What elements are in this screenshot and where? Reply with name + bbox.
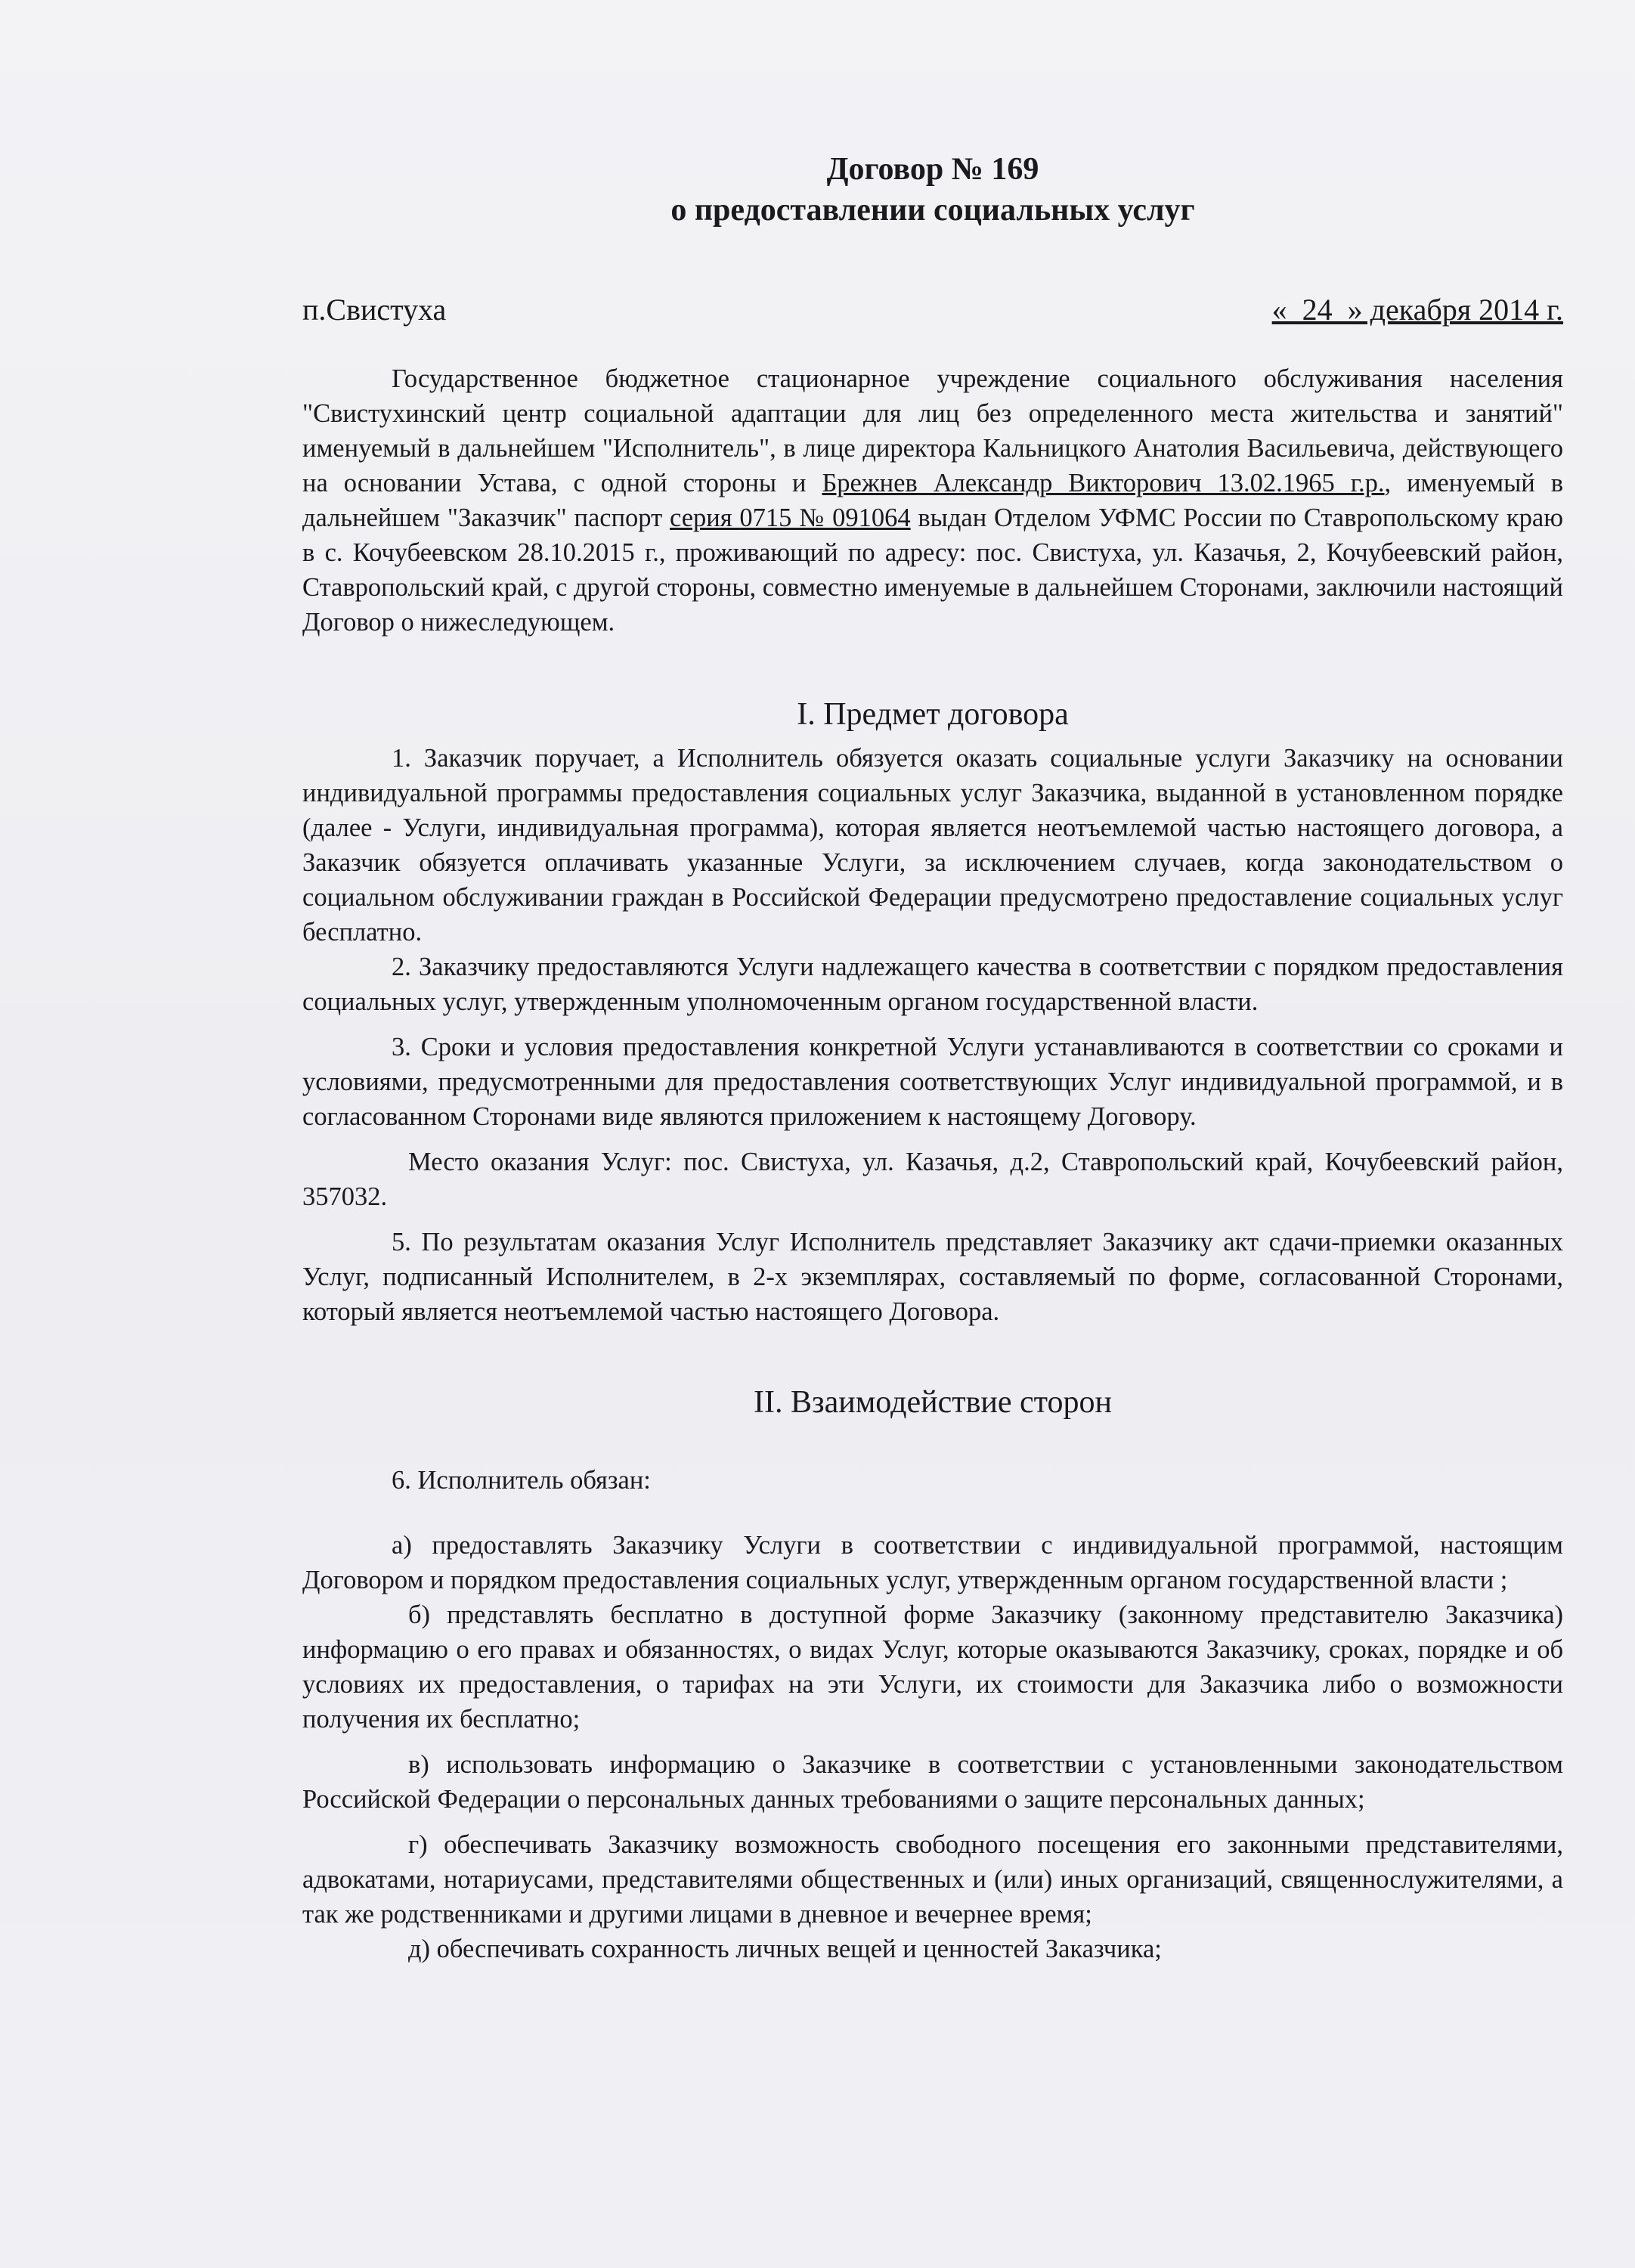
section-2-heading: II. Взаимодействие сторон <box>754 1385 1112 1420</box>
preamble-paragraph: Государственное бюджетное стационарное учреждение социального обслуживания населения "Свистухинский центр социальной адаптации для лиц без определенного места жительства и занятий" именуемый в дальнейшем "Исполнитель", в лице директора Кальницкого Анатолия Васильевича, действующего на основании Устава, с одной стороны и Брежнев Александр Викторович 13.02.1965 г.р., именуемый в дальнейшем "Заказчик" паспорт серия 0715 № 091064 выдан Отделом УФМС России по Ставропольскому краю в с. Кочубеевском 28.10.2015 г., проживающий по адресу: пос. Свистуха, ул. Казачья, 2, Кочубеевский район, Ставропольский край, с другой стороны, совместно именуемые в дальнейшем Сторонами, заключили настоящий Договор о нижеследующем. <box>302 364 1563 637</box>
contract-subtitle: о предоставлении социальных услуг <box>670 193 1195 228</box>
contract-date: « 24 » декабря 2014 г. <box>1271 293 1563 327</box>
clause-6d: д) обеспечивать сохранность личных вещей и ценностей Заказчика; <box>408 1935 1162 1963</box>
clause-6v: в) использовать информацию о Заказчике в соответствии с установленными законодательством Российской Федерации о персональных данных требованиями о защите персональных данных; <box>302 1750 1563 1814</box>
clause-1: 1. Заказчик поручает, а Исполнитель обязуется оказать социальные услуги Заказчику на основании индивидуальной программы предоставления социальных услуг Заказчика, выданной в установленном порядке (далее - Услуги, индивидуальная программа), которая является неотъемлемой частью настоящего договора, а Заказчик обязуется оплачивать указанные Услуги, за исключением случаев, когда законодательством о социальном обслуживании граждан в Российской Федерации предусмотрено предоставление социальных услуг бесплатно. <box>302 744 1563 947</box>
place: п.Свистуха <box>302 293 447 327</box>
customer-name: Брежнев Александр Викторович 13.02.1965 г.р. <box>822 469 1385 497</box>
clause-3: 3. Сроки и условия предоставления конкретной Услуги устанавливаются в соответствии со сроками и условиями, предусмотренными для предоставления соответствующих Услуг индивидуальной программой, и в согласованном Сторонами виде являются приложением к настоящему Договору. <box>302 1033 1563 1131</box>
clause-6a: а) предоставлять Заказчику Услуги в соответствии с индивидуальной программой, настоящим Договором и порядком предоставления социальных услуг, утвержденным органом государственной власти ; <box>302 1531 1563 1594</box>
clause-6g: г) обеспечивать Заказчику возможность свободного посещения его законными представителями, адвокатами, нотариусами, представителями общественных и (или) иных организаций, священнослужителями, а так же родственниками и другими лицами в дневное и вечернее время; <box>302 1830 1563 1929</box>
clause-2: 2. Заказчику предоставляются Услуги надлежащего качества в соответствии с порядком предоставления социальных услуг, утвержденным уполномоченным органом государственной власти. <box>302 953 1563 1016</box>
clause-place: Место оказания Услуг: пос. Свистуха, ул. Казачья, д.2, Ставропольский край, Кочубеевский район, 357032. <box>302 1148 1563 1211</box>
passport-number: 0715 № 091064 <box>739 503 911 532</box>
section-1-body <box>302 741 1563 1329</box>
section-1-heading: I. Предмет договора <box>797 697 1069 732</box>
section-2-body <box>302 1463 1563 1966</box>
clause-5: 5. По результатам оказания Услуг Исполнитель представляет Заказчику акт сдачи-приемки оказанных Услуг, подписанный Исполнителем, в 2-х экземплярах, составляемый по форме, согласованной Сторонами, который является неотъемлемой частью настоящего Договора. <box>302 1228 1563 1326</box>
passport-series-label: серия <box>669 503 740 532</box>
contract-title: Договор № 169 <box>826 152 1039 187</box>
clause-6-intro: 6. Исполнитель обязан: <box>392 1466 651 1495</box>
preamble <box>302 361 1563 640</box>
clause-6b: б) представлять бесплатно в доступной форме Заказчику (законному представителю Заказчика) информацию о его правах и обязанностях, о видах Услуг, которые оказываются Заказчику, сроках, порядке и об условиях их предоставления, о тарифах на эти Услуги, их стоимости для Заказчика либо о возможности получения их бесплатно; <box>302 1600 1563 1734</box>
